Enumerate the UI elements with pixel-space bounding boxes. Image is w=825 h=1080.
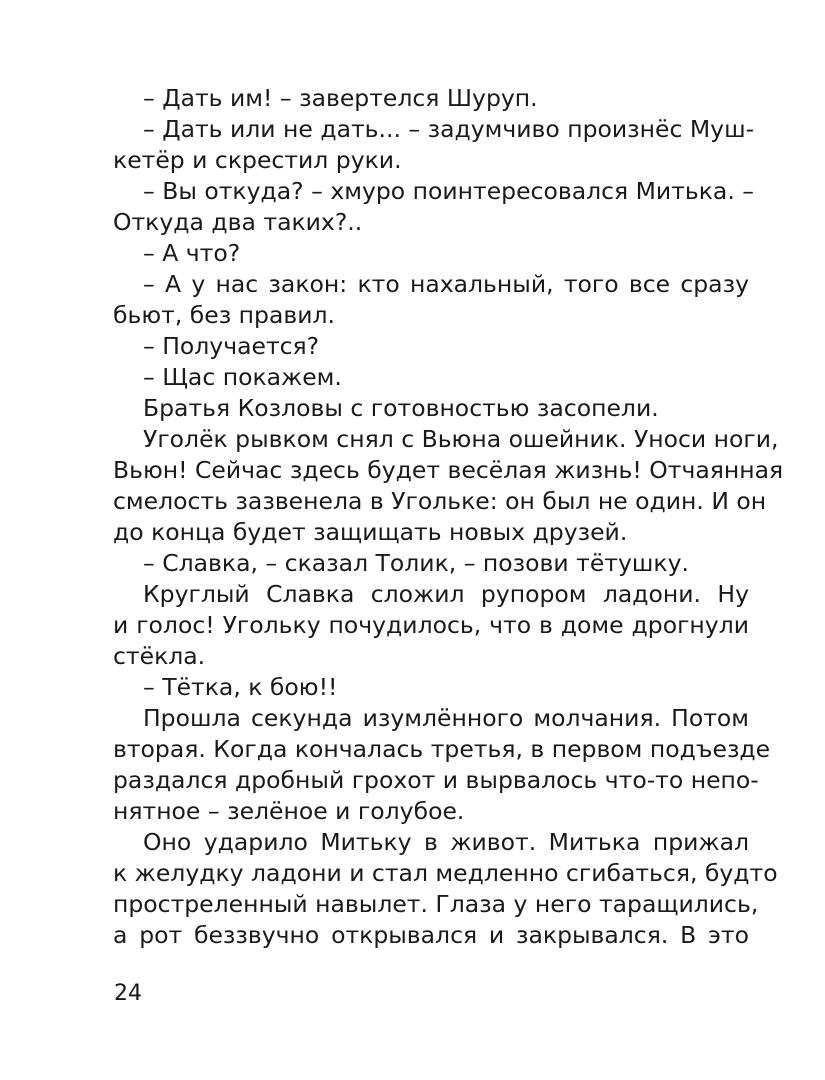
text-line: стёкла. [113, 642, 206, 670]
text-line: – Вы откуда? – хмуро поинтересовался Митька. – [143, 177, 755, 205]
text-line: – А что? [143, 239, 241, 267]
text-line: Оно ударило Митьку в живот. Митька прижал [143, 828, 749, 856]
text-line: – Щас покажем. [143, 363, 342, 391]
text-line: Вьюн! Сейчас здесь будет весёлая жизнь! Отчаянная [113, 456, 784, 484]
body-text [113, 83, 784, 951]
text-line: – А у нас закон: кто нахальный, того все сразу [143, 270, 749, 298]
text-line: Прошла секунда изумлённого молчания. Потом [143, 704, 749, 732]
text-line: Братья Козловы с готовностью засопели. [143, 394, 659, 422]
text-line: – Дать им! – завертелся Шуруп. [143, 84, 538, 112]
text-line: Уголёк рывком снял с Вьюна ошейник. Уноси ноги, [143, 425, 779, 453]
text-line: вторая. Когда кончалась третья, в первом подъезде [113, 735, 771, 763]
text-line: раздался дробный грохот и вырвалось что-то непо- [113, 766, 759, 794]
text-line: к желудку ладони и стал медленно сгибаться, будто [113, 859, 778, 887]
text-line: Откуда два таких?.. [113, 208, 363, 236]
text-line: Круглый Славка сложил рупором ладони. Ну [143, 580, 749, 608]
text-line: – Дать или не дать... – задумчиво произнёс Муш- [143, 115, 755, 143]
text-line: нятное – зелёное и голубое. [113, 797, 465, 825]
text-line: – Славка, – сказал Толик, – позови тётушку. [143, 549, 689, 577]
text-line: смелость зазвенела в Угольке: он был не один. И он [113, 487, 767, 515]
text-line: а рот беззвучно открывался и закрывался. В это [113, 921, 749, 949]
text-line: – Получается? [143, 332, 320, 360]
text-line: простреленный навылет. Глаза у него таращились, [113, 890, 759, 918]
text-line: – Тётка, к бою!! [143, 673, 338, 701]
text-line: и голос! Угольку почудилось, что в доме дрогнули [113, 611, 749, 639]
page-number: 24 [114, 981, 142, 1006]
text-line: до конца будет защищать новых друзей. [113, 518, 628, 546]
text-line: бьют, без правил. [113, 301, 335, 329]
text-line: кетёр и скрестил руки. [113, 146, 402, 174]
